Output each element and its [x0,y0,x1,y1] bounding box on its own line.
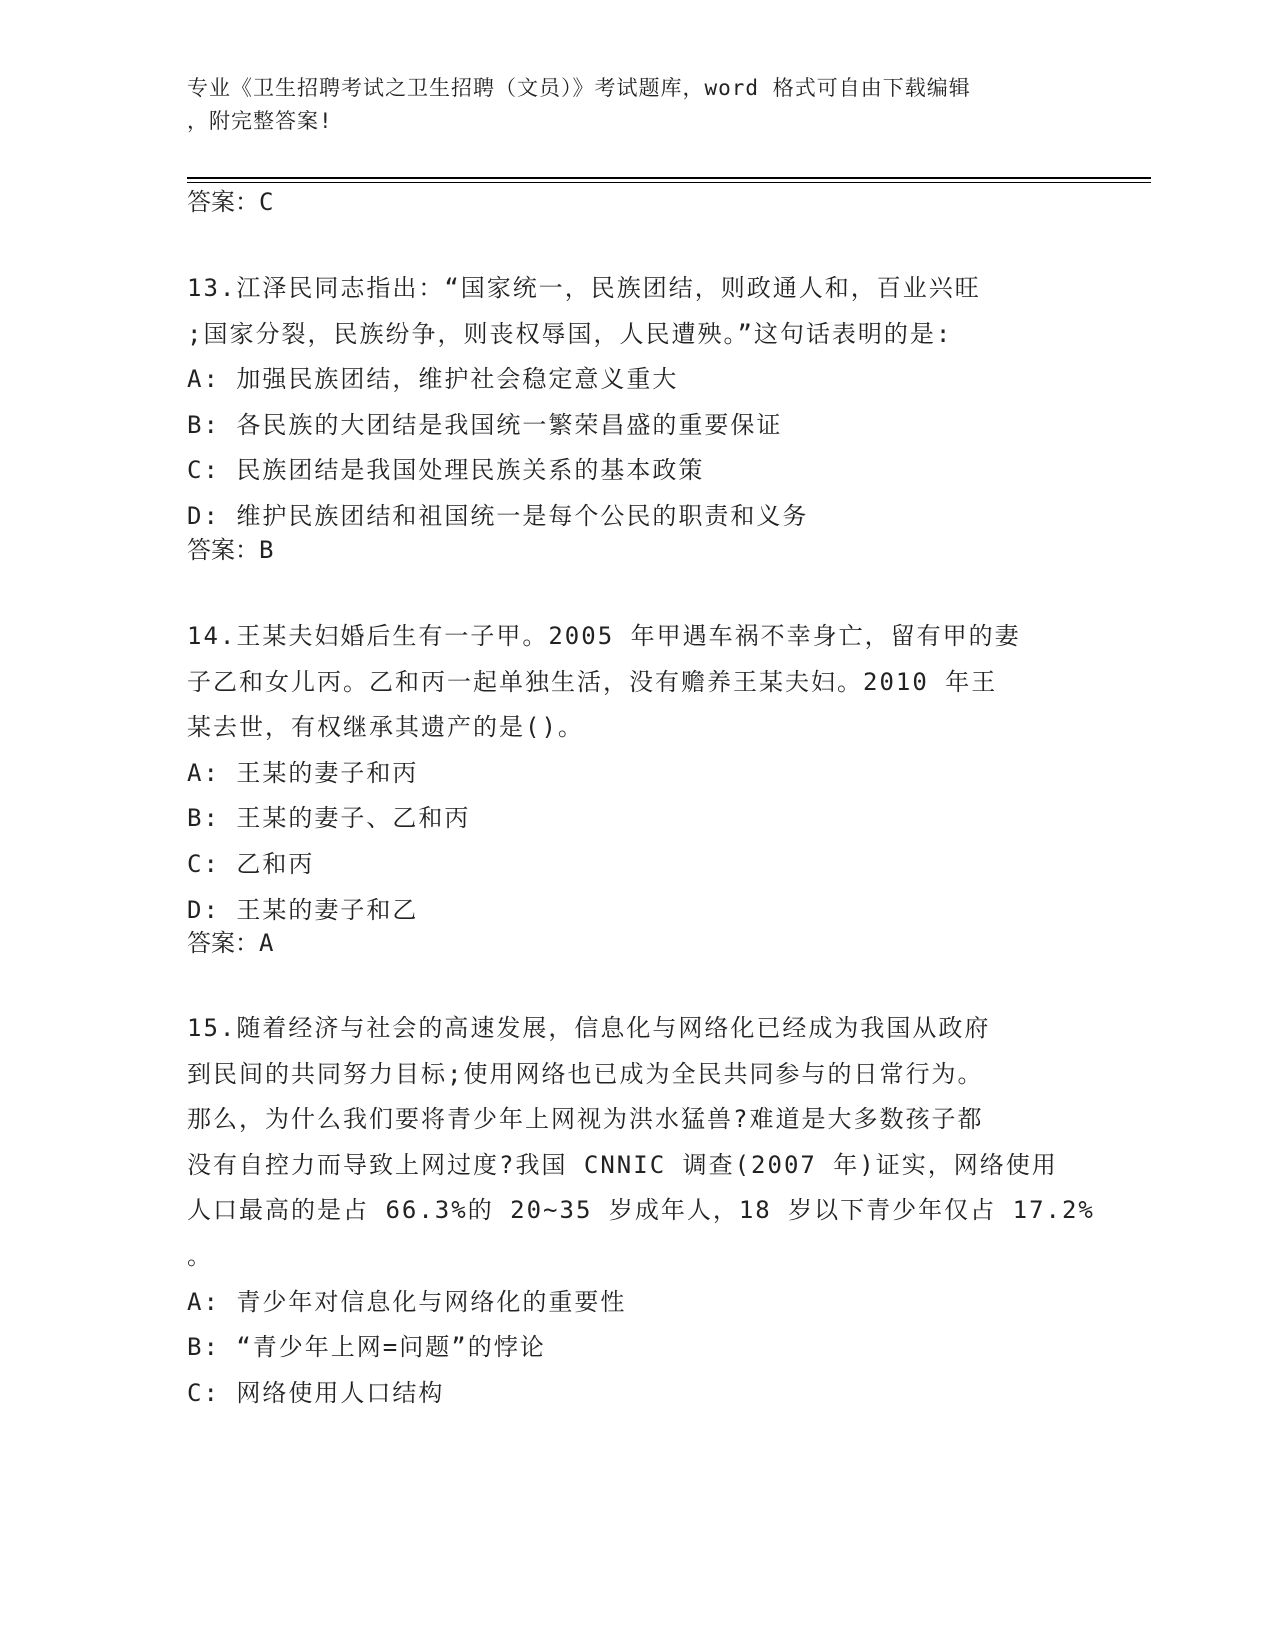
question-text-line: 某去世，有权继承其遗产的是()。 [187,713,584,742]
option-b: B: “青少年上网=问题”的悖论 [187,1333,546,1362]
header-line: ，附完整答案! [187,109,333,133]
question-text-line: 子乙和女儿丙。乙和丙一起单独生活，没有赡养王某夫妇。2010 年王 [187,667,998,696]
question-14 [187,614,1087,933]
answer-line [187,186,273,218]
header-line: 专业《卫生招聘考试之卫生招聘（文员）》考试题库，word 格式可自由下载编辑 [187,76,971,100]
header-divider-thick [187,177,1151,179]
option-c: C: 乙和丙 [187,849,315,878]
question-text-line: ;国家分裂，民族纷争，则丧权辱国，人民遭殃。”这句话表明的是: [187,319,953,348]
question-text-line: 14.王某夫妇婚后生有一子甲。2005 年甲遇车祸不幸身亡，留有甲的妻 [187,622,1021,650]
question-text-line: 。 [187,1241,213,1270]
option-c: C: 网络使用人口结构 [187,1378,445,1407]
answer-label: 答案： [187,929,259,957]
option-a: A: 王某的妻子和丙 [187,758,419,787]
option-a: A: 青少年对信息化与网络化的重要性 [187,1287,627,1316]
question-text-line: 那么，为什么我们要将青少年上网视为洪水猛兽?难道是大多数孩子都 [187,1105,984,1134]
answer-value: B [259,536,274,564]
option-a: A: 加强民族团结，维护社会稳定意义重大 [187,365,679,394]
option-d: D: 维护民族团结和祖国统一是每个公民的职责和义务 [187,501,809,530]
question-text-line: 15.随着经济与社会的高速发展，信息化与网络化已经成为我国从政府 [187,1014,991,1042]
answer-label: 答案： [187,536,259,564]
answer-value: C [259,188,274,216]
question-text-line: 到民间的共同努力目标;使用网络也已成为全民共同参与的日常行为。 [187,1059,984,1088]
question-text-line: 没有自控力而导致上网过度?我国 CNNIC 调查(2007 年)证实，网络使用 [187,1150,1058,1179]
answer-line [187,927,273,959]
question-13 [187,266,1087,540]
header-divider-thin [187,182,1151,183]
option-b: B: 各民族的大团结是我国统一繁荣昌盛的重要保证 [187,410,783,439]
option-c: C: 民族团结是我国处理民族关系的基本政策 [187,456,705,485]
option-d: D: 王某的妻子和乙 [187,895,419,924]
question-15 [187,1006,1095,1416]
answer-line [187,534,273,566]
question-text-line: 人口最高的是占 66.3%的 20~35 岁成年人，18 岁以下青少年仅占 17.2% [187,1196,1095,1225]
answer-label: 答案： [187,188,259,216]
question-text-line: 13.江泽民同志指出：“国家统一，民族团结，则政通人和，百业兴旺 [187,274,981,302]
answer-value: A [259,929,274,957]
option-b: B: 王某的妻子、乙和丙 [187,804,471,833]
document-header [187,72,1067,138]
